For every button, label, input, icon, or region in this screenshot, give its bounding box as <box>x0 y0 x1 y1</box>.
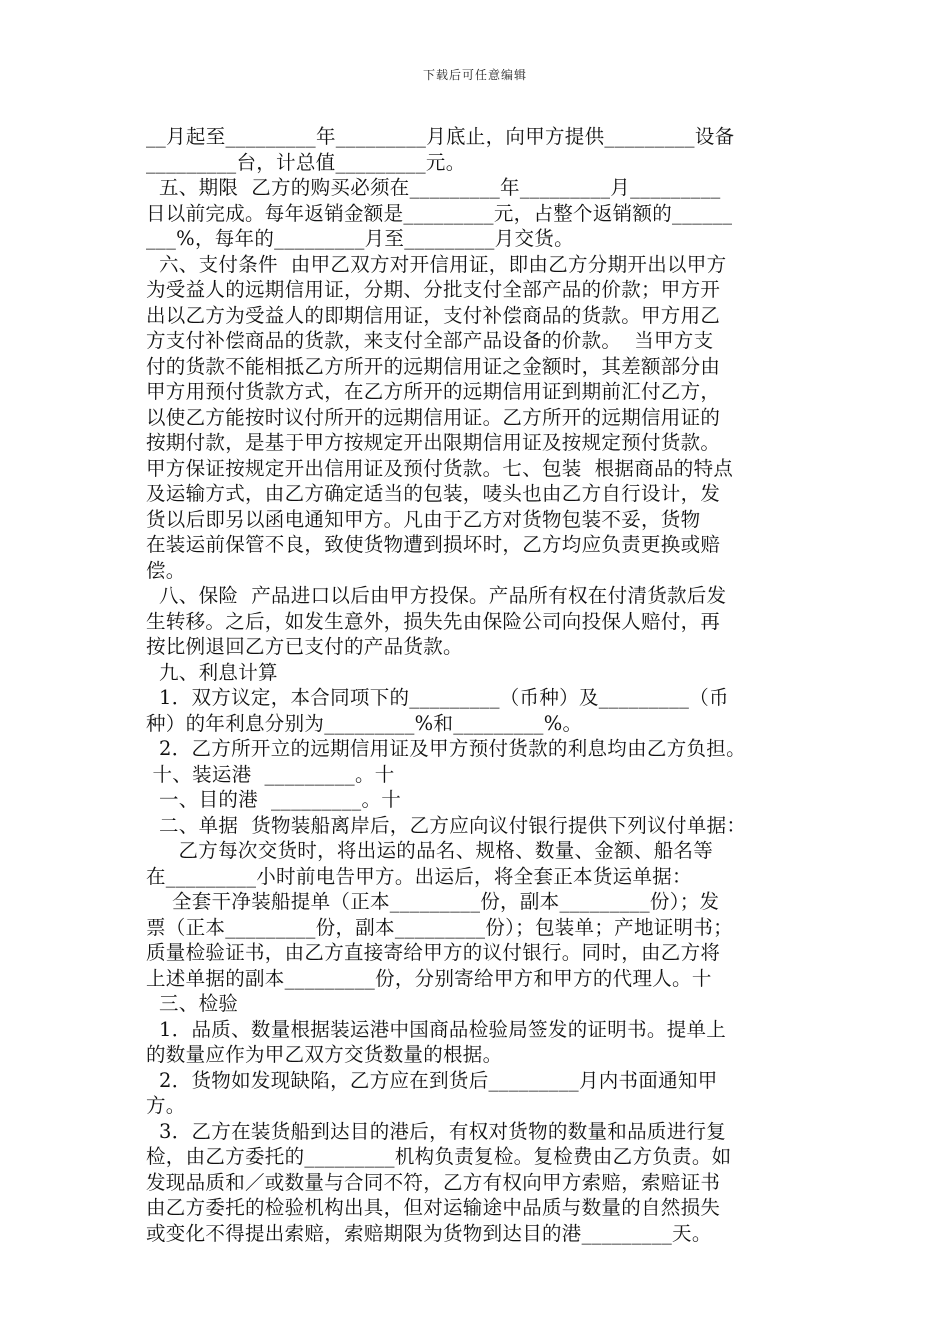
text-line: _________台，计总值_________元。 <box>146 150 466 174</box>
text-line: 在_________小时前电告甲方。出运后，将全套正本货运单据： <box>146 864 692 888</box>
text-line: 及运输方式，由乙方确定适当的包装，唛头也由乙方自行设计，发 <box>146 482 721 505</box>
text-line: 为受益人的远期信用证，分期、分批支付全部产品的价款；甲方开 <box>146 278 721 301</box>
text-line: 1．双方议定，本合同项下的_________（币种）及_________（币 <box>146 686 729 709</box>
text-line: 方支付补偿商品的货款，来支付全部产品设备的价款。 当甲方支 <box>146 329 714 352</box>
text-line: __月起至_________年_________月底止，向甲方提供_________设备 <box>146 125 735 148</box>
text-line: ___%，每年的_________月至_________月交货。 <box>146 227 574 250</box>
text-line: 全套干净装船提单（正本_________份，副本_________份）；发 <box>146 890 720 913</box>
text-line: 票（正本_________份，副本_________份）；包装单；产地证明书； <box>146 915 733 939</box>
text-line: 上述单据的副本_________份，分别寄给甲方和甲方的代理人。十 <box>146 966 712 990</box>
text-line: 生转移。之后，如发生意外，损失先由保险公司向投保人赔付，再 <box>146 609 721 633</box>
text-line: 日以前完成。每年返销金额是_________元，占整个返销额的______ <box>146 201 733 225</box>
text-line: 六、支付条件 由甲乙双方对开信用证，即由乙方分期开出以甲方 <box>146 252 727 276</box>
text-line: 由乙方委托的检验机构出具，但对运输途中品质与数量的自然损失 <box>146 1196 721 1219</box>
text-line: 在装运前保管不良，致使货物遭到损坏时，乙方均应负责更换或赔 <box>146 533 721 556</box>
text-line: 五、期限 乙方的购买必须在_________年_________月_________ <box>146 176 721 199</box>
text-line: 乙方每次交货时，将出运的品名、规格、数量、金额、船名等 <box>146 839 714 862</box>
text-line: 甲方用预付货款方式，在乙方所开的远期信用证到期前汇付乙方， <box>146 380 721 403</box>
text-line: 3．乙方在装货船到达目的港后，有权对货物的数量和品质进行复 <box>146 1119 727 1143</box>
text-line: 三、检验 <box>146 992 239 1015</box>
text-line: 出以乙方为受益人的即期信用证，支付补偿商品的货款。甲方用乙 <box>146 303 721 327</box>
text-line: 二、单据 货物装船离岸后，乙方应向议付银行提供下列议付单据： <box>146 813 747 837</box>
text-line: 2．货物如发现缺陷，乙方应在到货后_________月内书面通知甲 <box>146 1068 718 1092</box>
text-line: 九、利息计算 <box>146 660 278 684</box>
text-line: 按期付款，是基于甲方按规定开出限期信用证及按规定预付货款。 <box>146 431 721 454</box>
page-header: 下载后可任意编辑 <box>422 68 527 82</box>
text-line: 付的货款不能相抵乙方所开的远期信用证之金额时，其差额部分由 <box>146 354 721 378</box>
text-line: 或变化不得提出索赔，索赔期限为货物到达目的港_________天。 <box>146 1221 712 1245</box>
text-line: 1．品质、数量根据装运港中国商品检验局签发的证明书。提单上 <box>146 1017 727 1041</box>
text-line: 的数量应作为甲乙双方交货数量的根据。 <box>146 1043 503 1066</box>
text-line: 质量检验证书，由乙方直接寄给甲方的议付银行。同时，由乙方将 <box>146 941 721 964</box>
text-line: 检，由乙方委托的_________机构负责复检。复检费由乙方负责。如 <box>146 1145 732 1168</box>
text-line: 方。 <box>146 1094 186 1117</box>
text-line: 按比例退回乙方已支付的产品货款。 <box>146 635 463 658</box>
text-line: 货以后即另以函电通知甲方。凡由于乙方对货物包装不妥，货物 <box>146 507 701 531</box>
text-line: 一、目的港 _________。十 <box>146 788 402 811</box>
text-line: 甲方保证按规定开出信用证及预付货款。七、包装 根据商品的特点 <box>146 456 734 480</box>
contract-body <box>146 124 826 1246</box>
text-line: 2．乙方所开立的远期信用证及甲方预付货款的利息均由乙方负担。 <box>146 737 746 760</box>
text-line: 发现品质和／或数量与合同不符，乙方有权向甲方索赔，索赔证书 <box>146 1170 721 1194</box>
text-line: 以使乙方能按时议付所开的远期信用证。乙方所开的远期信用证的 <box>146 405 721 429</box>
text-line: 偿。 <box>146 558 186 582</box>
text-line: 种）的年利息分别为_________%和_________%。 <box>146 711 583 735</box>
text-line: 十、装运港 _________。十 <box>146 762 395 786</box>
text-line: 八、保险 产品进口以后由甲方投保。产品所有权在付清货款后发 <box>146 584 727 607</box>
